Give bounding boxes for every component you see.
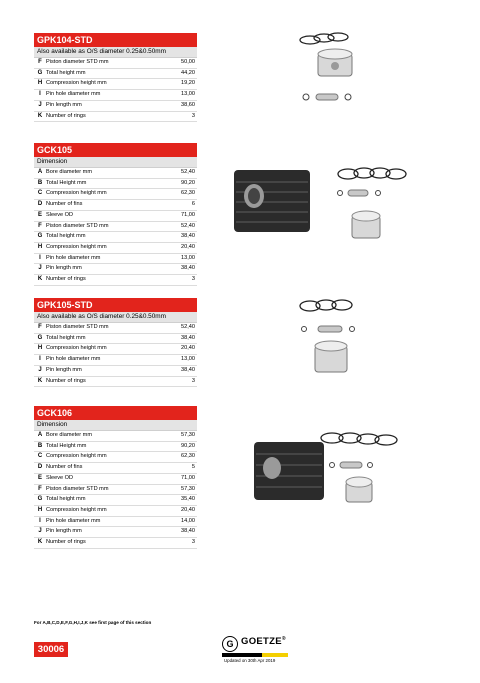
spec-key: H <box>34 242 46 253</box>
spec-value: 38,40 <box>166 365 197 376</box>
spec-label: Number of fins <box>46 463 166 474</box>
spec-value: 90,20 <box>166 178 197 189</box>
spec-row <box>34 484 197 495</box>
spec-label: Compression height mm <box>46 79 166 90</box>
spec-row <box>34 100 197 111</box>
spec-row <box>34 527 197 538</box>
spec-row <box>34 376 197 387</box>
spec-key: H <box>34 79 46 90</box>
spec-key: F <box>34 221 46 232</box>
spec-value: 38,40 <box>166 527 197 538</box>
spec-key: I <box>34 516 46 527</box>
spec-label: Bore diameter mm <box>46 431 166 441</box>
brand-logo <box>222 636 292 666</box>
spec-label: Number of rings <box>46 376 166 387</box>
spec-value: 62,30 <box>166 452 197 463</box>
brand-mark-icon: G <box>222 636 238 652</box>
spec-key: H <box>34 344 46 355</box>
spec-key: J <box>34 365 46 376</box>
spec-row <box>34 168 197 178</box>
spec-row <box>34 275 197 286</box>
spec-key: J <box>34 264 46 275</box>
brand-name: GOETZE® <box>241 636 286 647</box>
spec-value: 3 <box>166 275 197 286</box>
spec-label: Total height mm <box>46 495 166 506</box>
piston-kit-image <box>288 28 403 108</box>
spec-table <box>34 168 197 286</box>
spec-row <box>34 463 197 474</box>
product-section-gck105 <box>34 143 197 286</box>
spec-value: 90,20 <box>166 441 197 452</box>
spec-row <box>34 79 197 90</box>
spec-key: J <box>34 527 46 538</box>
spec-value: 6 <box>166 200 197 211</box>
spec-row <box>34 242 197 253</box>
spec-key: K <box>34 275 46 286</box>
section-subtitle: Dimension <box>34 420 197 431</box>
spec-key: A <box>34 431 46 441</box>
spec-label: Pin length mm <box>46 100 166 111</box>
spec-label: Sleeve OD <box>46 210 166 221</box>
spec-value: 38,40 <box>166 264 197 275</box>
spec-row <box>34 58 197 68</box>
spec-label: Pin length mm <box>46 365 166 376</box>
spec-row <box>34 264 197 275</box>
spec-label: Total height mm <box>46 68 166 79</box>
spec-label: Piston diameter STD mm <box>46 323 166 333</box>
spec-value: 52,40 <box>166 221 197 232</box>
spec-key: I <box>34 355 46 366</box>
product-section-gpk105 <box>34 298 197 387</box>
spec-row <box>34 505 197 516</box>
spec-key: E <box>34 473 46 484</box>
spec-key: I <box>34 253 46 264</box>
spec-label: Piston diameter STD mm <box>46 221 166 232</box>
spec-value: 13,00 <box>166 90 197 101</box>
spec-key: B <box>34 178 46 189</box>
spec-value: 13,00 <box>166 355 197 366</box>
spec-label: Compression height mm <box>46 242 166 253</box>
spec-label: Total height mm <box>46 333 166 344</box>
product-section-gpk104 <box>34 33 197 122</box>
spec-value: 71,00 <box>166 210 197 221</box>
spec-row <box>34 431 197 441</box>
section-header: GCK105 <box>34 143 197 157</box>
spec-value: 57,30 <box>166 484 197 495</box>
spec-value: 38,40 <box>166 232 197 243</box>
spec-key: G <box>34 232 46 243</box>
spec-key: G <box>34 495 46 506</box>
spec-label: Number of rings <box>46 275 166 286</box>
spec-label: Total Height mm <box>46 441 166 452</box>
spec-table <box>34 58 197 122</box>
spec-row <box>34 90 197 101</box>
spec-row <box>34 253 197 264</box>
product-section-gck106 <box>34 406 197 549</box>
spec-label: Number of rings <box>46 111 166 122</box>
spec-label: Sleeve OD <box>46 473 166 484</box>
spec-key: G <box>34 68 46 79</box>
spec-label: Number of fins <box>46 200 166 211</box>
spec-key: J <box>34 100 46 111</box>
spec-row <box>34 344 197 355</box>
spec-row <box>34 333 197 344</box>
spec-value: 38,60 <box>166 100 197 111</box>
spec-row <box>34 200 197 211</box>
page-number: 30006 <box>34 642 68 657</box>
spec-row <box>34 495 197 506</box>
section-subtitle: Dimension <box>34 157 197 168</box>
spec-table <box>34 431 197 549</box>
spec-label: Pin hole diameter mm <box>46 90 166 101</box>
spec-value: 50,00 <box>166 58 197 68</box>
section-header: GPK104-STD <box>34 33 197 47</box>
spec-label: Compression height mm <box>46 505 166 516</box>
spec-row <box>34 355 197 366</box>
spec-key: C <box>34 189 46 200</box>
spec-row <box>34 538 197 549</box>
spec-value: 52,40 <box>166 168 197 178</box>
spec-key: B <box>34 441 46 452</box>
spec-key: K <box>34 111 46 122</box>
section-subtitle: Also available as O/S diameter 0.25&0.50mm <box>34 312 197 323</box>
cylinder-kit-image <box>226 160 416 250</box>
spec-label: Pin hole diameter mm <box>46 516 166 527</box>
spec-value: 14,00 <box>166 516 197 527</box>
cylinder-kit-image <box>250 428 415 523</box>
spec-label: Compression height mm <box>46 189 166 200</box>
spec-value: 5 <box>166 463 197 474</box>
spec-value: 62,30 <box>166 189 197 200</box>
spec-key: F <box>34 323 46 333</box>
spec-key: K <box>34 376 46 387</box>
updated-date: Updated on 30th Apr 2019 <box>224 658 276 663</box>
spec-value: 35,40 <box>166 495 197 506</box>
spec-value: 20,40 <box>166 344 197 355</box>
spec-label: Compression height mm <box>46 344 166 355</box>
spec-value: 20,40 <box>166 505 197 516</box>
spec-row <box>34 452 197 463</box>
spec-key: K <box>34 538 46 549</box>
spec-row <box>34 232 197 243</box>
spec-row <box>34 516 197 527</box>
spec-key: E <box>34 210 46 221</box>
spec-label: Piston diameter STD mm <box>46 58 166 68</box>
spec-key: F <box>34 58 46 68</box>
spec-key: D <box>34 200 46 211</box>
spec-value: 71,00 <box>166 473 197 484</box>
spec-label: Compression height mm <box>46 452 166 463</box>
spec-value: 13,00 <box>166 253 197 264</box>
spec-value: 44,20 <box>166 68 197 79</box>
spec-key: G <box>34 333 46 344</box>
spec-row <box>34 221 197 232</box>
section-header: GCK106 <box>34 406 197 420</box>
spec-label: Piston diameter STD mm <box>46 484 166 495</box>
spec-value: 38,40 <box>166 333 197 344</box>
spec-value: 57,30 <box>166 431 197 441</box>
spec-label: Pin hole diameter mm <box>46 355 166 366</box>
spec-label: Number of rings <box>46 538 166 549</box>
spec-value: 3 <box>166 111 197 122</box>
spec-label: Pin length mm <box>46 264 166 275</box>
footnote: For A,B,C,D,E,F,G,H,I,J,K see first page of this section <box>34 620 152 625</box>
spec-key: D <box>34 463 46 474</box>
spec-row <box>34 365 197 376</box>
spec-row <box>34 178 197 189</box>
section-subtitle: Also available as O/S diameter 0.25&0.50mm <box>34 47 197 58</box>
spec-row <box>34 189 197 200</box>
spec-value: 3 <box>166 538 197 549</box>
spec-row <box>34 68 197 79</box>
spec-row <box>34 323 197 333</box>
spec-row <box>34 111 197 122</box>
spec-label: Bore diameter mm <box>46 168 166 178</box>
spec-row <box>34 210 197 221</box>
spec-key: C <box>34 452 46 463</box>
piston-kit-image <box>290 296 400 386</box>
spec-row <box>34 441 197 452</box>
spec-key: A <box>34 168 46 178</box>
spec-value: 20,40 <box>166 242 197 253</box>
spec-label: Pin hole diameter mm <box>46 253 166 264</box>
spec-key: F <box>34 484 46 495</box>
spec-label: Pin length mm <box>46 527 166 538</box>
spec-label: Total height mm <box>46 232 166 243</box>
spec-label: Total Height mm <box>46 178 166 189</box>
brand-bar-black <box>222 653 262 657</box>
spec-key: I <box>34 90 46 101</box>
spec-value: 52,40 <box>166 323 197 333</box>
spec-value: 19,20 <box>166 79 197 90</box>
spec-key: H <box>34 505 46 516</box>
spec-value: 3 <box>166 376 197 387</box>
spec-table <box>34 323 197 387</box>
spec-row <box>34 473 197 484</box>
section-header: GPK105-STD <box>34 298 197 312</box>
